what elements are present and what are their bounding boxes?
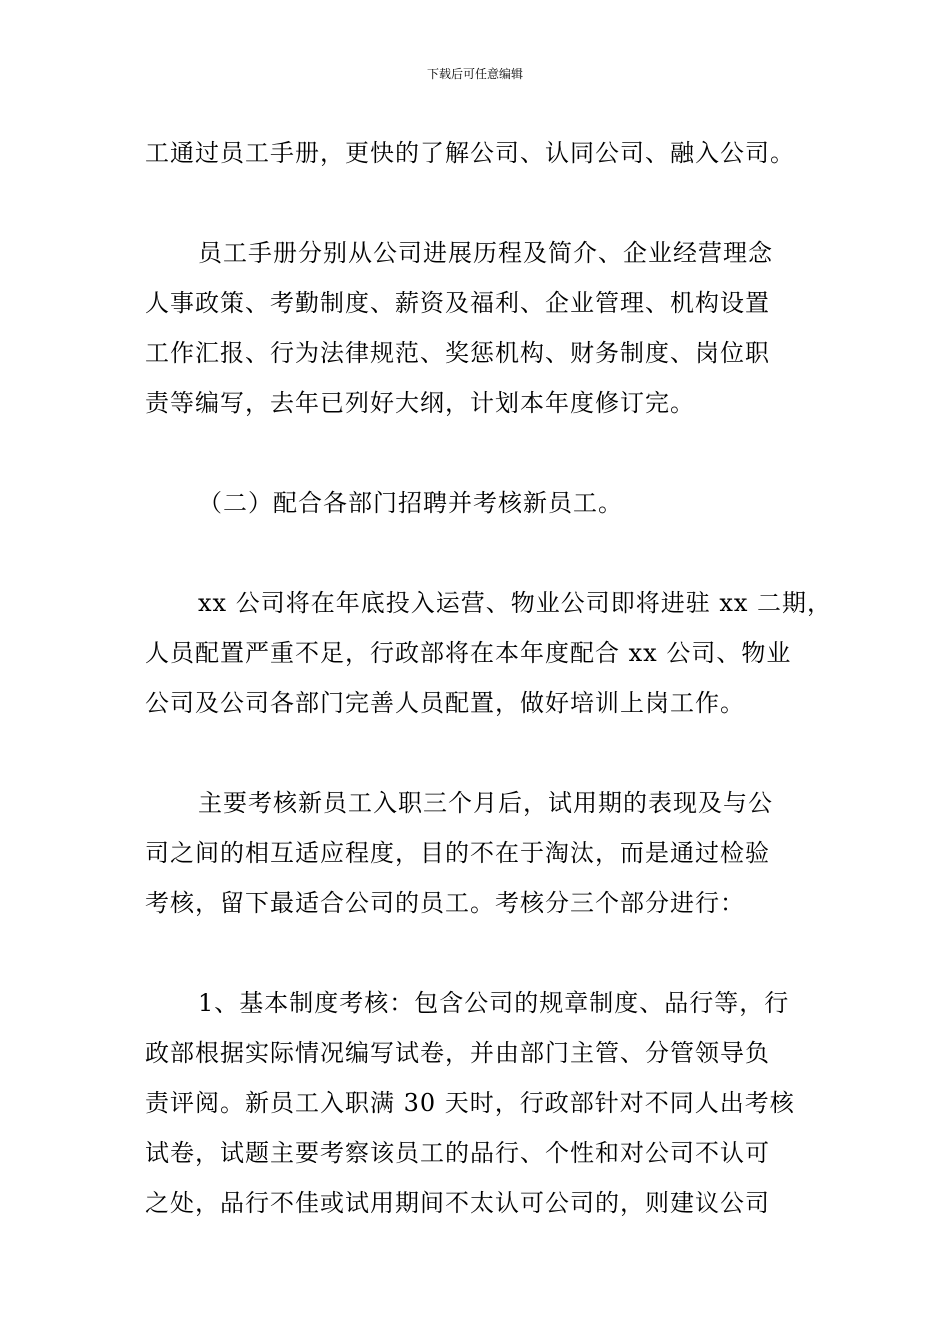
text-line: 工通过员工手册，更快的了解公司、认同公司、融入公司。 [145,139,795,167]
paragraph-spacer [145,178,815,228]
text-line: 员工手册分别从公司进展历程及简介、企业经营理念 [198,239,773,267]
text-line: 主要考核新员工入职三个月后，试用期的表现及与公 [198,789,773,817]
paragraph-spacer [145,528,815,578]
paragraph-spacer [145,428,815,478]
section-heading: （二）配合各部门招聘并考核新员工。 [198,489,623,517]
text-line: 之处，品行不佳或试用期间不太认可公司的，则建议公司 [145,1189,770,1217]
paragraph-staffing [145,578,833,728]
text-line: 1、基本制度考核：包含公司的规章制度、品行等，行 [198,989,790,1017]
text-line: 公司及公司各部门完善人员配置，做好培训上岗工作。 [145,689,745,717]
text-line: 人员配置严重不足，行政部将在本年度配合 xx 公司、物业 [145,639,792,667]
document-body [145,128,833,1228]
text-line: 司之间的相互适应程度，目的不在于淘汰，而是通过检验 [145,839,770,867]
text-line: 人事政策、考勤制度、薪资及福利、企业管理、机构设置 [145,289,770,317]
text-line: 政部根据实际情况编写试卷，并由部门主管、分管领导负 [145,1039,770,1067]
text-line: 试卷，试题主要考察该员工的品行、个性和对公司不认可 [145,1139,770,1167]
paragraph-spacer [145,928,815,978]
paragraph-basic-assessment [145,978,815,1228]
text-line: 工作汇报、行为法律规范、奖惩机构、财务制度、岗位职 [145,339,770,367]
section-heading-recruitment [145,478,815,528]
paragraph-handbook-contents [145,228,815,428]
page-header: 下载后可任意编辑 [426,67,523,81]
paragraph-handbook-purpose [145,128,815,178]
text-line: xx 公司将在年底投入运营、物业公司即将进驻 xx 二期， [198,589,833,617]
text-line: 责评阅。新员工入职满 30 天时，行政部针对不同人出考核 [145,1089,795,1117]
text-line: 责等编写，去年已列好大纲，计划本年度修订完。 [145,389,695,417]
paragraph-spacer [145,728,815,778]
paragraph-assessment-overview [145,778,815,928]
text-line: 考核，留下最适合公司的员工。考核分三个部分进行： [145,889,745,917]
